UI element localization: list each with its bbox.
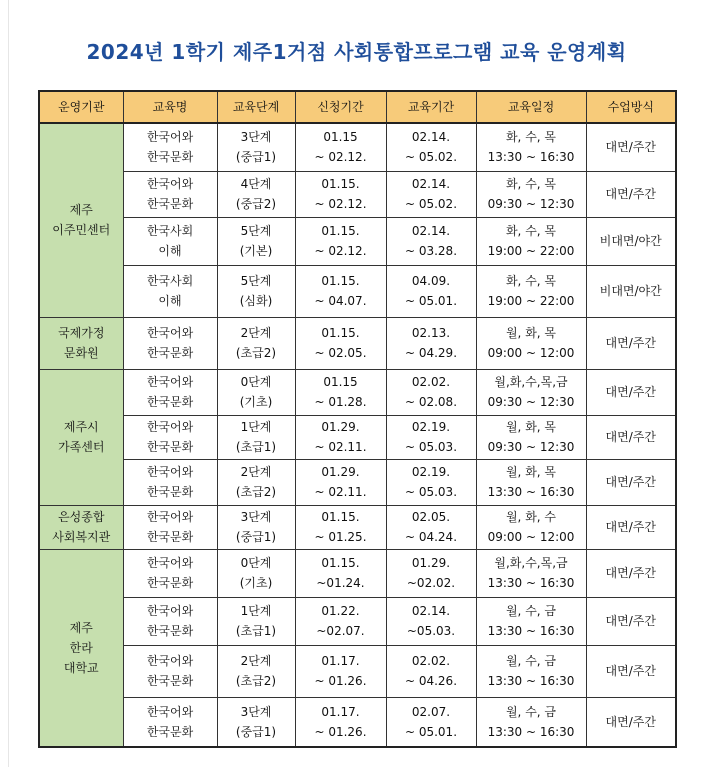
schedule-cell-line: 13:30 ~ 16:30 <box>487 724 575 739</box>
course-cell-line: 한국문화 <box>146 197 194 211</box>
level-cell-line: 3단계 <box>240 510 272 524</box>
level-cell-line: (중급1) <box>235 150 277 165</box>
org-cell-line: 사회복지관 <box>52 530 111 544</box>
table-row <box>39 697 676 747</box>
course-cell-line: 한국문화 <box>146 440 194 454</box>
level-cell-line: (심화) <box>239 294 273 308</box>
apply-cell-line: 01.15. <box>321 556 360 570</box>
org-cell <box>39 369 123 505</box>
course-cell-line: 한국어와 <box>146 326 194 340</box>
method-cell: 대면/주간 <box>586 317 676 369</box>
schedule-cell-line: 화, 수, 목 <box>505 274 557 288</box>
apply-cell <box>295 265 386 317</box>
period-cell-line: 02.14. <box>411 177 451 191</box>
method-cell: 대면/주간 <box>586 459 676 505</box>
method-cell: 대면/주간 <box>586 645 676 697</box>
level-cell-line: 3단계 <box>240 704 272 719</box>
level-cell <box>217 459 295 505</box>
header-schedule: 교육일정 <box>476 91 586 123</box>
schedule-cell <box>476 459 586 505</box>
level-cell-line: (기초) <box>239 395 273 409</box>
apply-cell <box>295 317 386 369</box>
level-cell-line: 1단계 <box>240 420 272 434</box>
period-cell-line: ~ 03.28. <box>404 244 458 258</box>
table-row <box>39 505 676 549</box>
schedule-cell-line: 월, 수, 금 <box>505 654 557 668</box>
period-cell <box>386 217 476 265</box>
apply-cell-line: ~01.24. <box>316 576 365 590</box>
schedule-cell <box>476 123 586 171</box>
course-cell <box>123 459 217 505</box>
method-cell: 대면/주간 <box>586 123 676 171</box>
level-cell-line: 2단계 <box>240 326 272 340</box>
level-cell <box>217 265 295 317</box>
period-cell-line: 04.09. <box>411 274 451 288</box>
course-cell-line: 한국문화 <box>146 624 194 638</box>
level-cell-line: 4단계 <box>240 177 272 191</box>
apply-cell-line: ~ 01.28. <box>314 395 367 409</box>
period-cell-line: 01.29. <box>411 556 451 570</box>
org-cell-line: 대학교 <box>63 660 99 675</box>
schedule-cell-line: 19:00 ~ 22:00 <box>487 294 575 308</box>
level-cell <box>217 415 295 459</box>
level-cell-line: (중급1) <box>235 724 277 739</box>
course-cell <box>123 369 217 415</box>
level-cell <box>217 697 295 747</box>
method-cell: 비대면/야간 <box>586 265 676 317</box>
org-cell-line: 가족센터 <box>58 440 105 454</box>
period-cell-line: ~ 02.08. <box>404 395 458 409</box>
table-row <box>39 597 676 645</box>
schedule-cell-line: 19:00 ~ 22:00 <box>487 244 575 258</box>
course-cell-line: 한국문화 <box>146 674 194 688</box>
period-cell-line: ~ 05.02. <box>404 150 458 165</box>
course-cell <box>123 697 217 747</box>
course-cell-line: 한국문화 <box>146 395 194 409</box>
course-cell <box>123 171 217 217</box>
level-cell-line: 5단계 <box>240 274 272 288</box>
schedule-cell-line: 월, 화, 목 <box>505 420 557 434</box>
table-row <box>39 217 676 265</box>
apply-cell-line: ~ 02.12. <box>314 244 367 258</box>
period-cell-line: 02.14. <box>411 130 451 145</box>
method-cell: 비대면/야간 <box>586 217 676 265</box>
course-cell-line: 한국어와 <box>146 420 194 434</box>
level-cell-line: 2단계 <box>240 465 272 479</box>
period-cell-line: ~ 05.01. <box>404 294 458 308</box>
period-cell <box>386 415 476 459</box>
level-cell <box>217 369 295 415</box>
period-cell-line: 02.02. <box>411 375 451 389</box>
course-cell-line: 한국어와 <box>146 130 194 145</box>
course-cell-line: 이해 <box>158 244 182 258</box>
period-cell <box>386 171 476 217</box>
course-cell-line: 한국어와 <box>146 375 194 389</box>
course-cell <box>123 317 217 369</box>
table-row <box>39 645 676 697</box>
table-row <box>39 123 676 171</box>
org-cell-line: 한라 <box>69 640 93 655</box>
org-cell-line: 문화원 <box>63 346 99 360</box>
schedule-cell-line: 09:30 ~ 12:30 <box>487 395 575 409</box>
apply-cell <box>295 549 386 597</box>
schedule-cell <box>476 217 586 265</box>
period-cell <box>386 597 476 645</box>
org-cell-line: 은성종합 <box>58 510 105 524</box>
org-cell-line: 제주 <box>69 203 93 218</box>
course-cell-line: 한국어와 <box>146 510 194 524</box>
method-cell: 대면/주간 <box>586 597 676 645</box>
course-cell-line: 한국문화 <box>146 485 194 499</box>
apply-cell <box>295 505 386 549</box>
table-row <box>39 171 676 217</box>
course-cell <box>123 415 217 459</box>
apply-cell <box>295 123 386 171</box>
header-row <box>39 91 676 123</box>
apply-cell <box>295 697 386 747</box>
page-margin-line <box>8 0 9 767</box>
period-cell-line: ~ 04.26. <box>404 674 458 688</box>
period-cell-line: ~05.03. <box>406 624 456 638</box>
schedule-cell <box>476 265 586 317</box>
period-cell <box>386 265 476 317</box>
schedule-cell <box>476 415 586 459</box>
period-cell <box>386 369 476 415</box>
schedule-cell-line: 09:30 ~ 12:30 <box>487 440 575 454</box>
period-cell <box>386 697 476 747</box>
period-cell-line: ~ 04.24. <box>404 530 458 544</box>
apply-cell-line: 01.29. <box>321 465 360 479</box>
apply-cell-line: 01.15. <box>321 510 360 524</box>
course-cell <box>123 597 217 645</box>
level-cell-line: 0단계 <box>240 556 272 570</box>
schedule-cell-line: 월, 수, 금 <box>505 604 557 618</box>
schedule-cell-line: 화, 수, 목 <box>505 224 557 238</box>
schedule-cell <box>476 171 586 217</box>
course-cell-line: 한국문화 <box>146 530 194 544</box>
apply-cell <box>295 597 386 645</box>
period-cell-line: ~02.02. <box>406 576 456 590</box>
apply-cell-line: ~ 02.05. <box>314 346 367 360</box>
period-cell-line: ~ 05.03. <box>404 485 458 499</box>
schedule-cell <box>476 369 586 415</box>
method-cell: 대면/주간 <box>586 369 676 415</box>
course-cell <box>123 265 217 317</box>
apply-cell-line: 01.17. <box>321 654 360 668</box>
method-cell: 대면/주간 <box>586 549 676 597</box>
apply-cell <box>295 171 386 217</box>
table-row <box>39 317 676 369</box>
apply-cell-line: ~02.07. <box>316 624 365 638</box>
period-cell <box>386 317 476 369</box>
course-cell-line: 한국사회 <box>146 274 194 288</box>
apply-cell-line: ~ 01.25. <box>314 530 367 544</box>
level-cell <box>217 505 295 549</box>
period-cell-line: 02.07. <box>411 704 451 719</box>
schedule-cell-line: 13:30 ~ 16:30 <box>487 576 575 590</box>
schedule-cell <box>476 597 586 645</box>
schedule-cell <box>476 505 586 549</box>
plan-table <box>38 90 677 748</box>
course-cell-line: 한국어와 <box>146 704 194 719</box>
period-cell <box>386 645 476 697</box>
schedule-cell-line: 월,화,수,목,금 <box>494 375 568 389</box>
header-org: 운영기관 <box>39 91 123 123</box>
org-cell-line: 국제가정 <box>58 326 105 340</box>
course-cell <box>123 123 217 171</box>
level-cell-line: 1단계 <box>240 604 272 618</box>
level-cell <box>217 171 295 217</box>
level-cell-line: (기본) <box>239 244 273 258</box>
level-cell-line: (기초) <box>239 576 273 590</box>
schedule-cell-line: 월, 화, 목 <box>505 465 557 479</box>
level-cell-line: 0단계 <box>240 375 272 389</box>
course-cell <box>123 505 217 549</box>
apply-cell <box>295 459 386 505</box>
apply-cell <box>295 217 386 265</box>
period-cell-line: 02.19. <box>411 420 451 434</box>
level-cell-line: 5단계 <box>240 224 272 238</box>
table-row <box>39 265 676 317</box>
apply-cell-line: 01.15. <box>321 224 360 238</box>
table-row <box>39 549 676 597</box>
level-cell <box>217 123 295 171</box>
level-cell-line: (초급1) <box>235 440 277 454</box>
schedule-cell-line: 13:30 ~ 16:30 <box>487 674 575 688</box>
document-title: 2024년 1학기 제주1거점 사회통합프로그램 교육 운영계획 <box>86 40 627 64</box>
apply-cell-line: 01.15 <box>323 130 358 145</box>
level-cell-line: (중급1) <box>235 530 277 544</box>
course-cell <box>123 549 217 597</box>
header-level: 교육단계 <box>217 91 295 123</box>
table-row <box>39 459 676 505</box>
level-cell-line: (초급2) <box>235 346 277 360</box>
apply-cell-line: ~ 02.12. <box>314 197 367 211</box>
method-cell: 대면/주간 <box>586 505 676 549</box>
schedule-cell <box>476 645 586 697</box>
level-cell-line: (초급2) <box>235 674 277 688</box>
apply-cell-line: ~ 02.11. <box>314 485 367 499</box>
apply-cell-line: 01.15. <box>321 177 360 191</box>
level-cell-line: (초급1) <box>235 624 277 638</box>
schedule-cell-line: 09:30 ~ 12:30 <box>487 197 575 211</box>
apply-cell-line: ~ 02.12. <box>314 150 367 165</box>
period-cell-line: 02.14. <box>411 224 451 238</box>
apply-cell-line: ~ 02.11. <box>314 440 367 454</box>
schedule-cell <box>476 317 586 369</box>
org-cell <box>39 123 123 317</box>
schedule-cell-line: 13:30 ~ 16:30 <box>487 150 575 165</box>
schedule-cell-line: 13:30 ~ 16:30 <box>487 485 575 499</box>
table-body <box>39 123 676 747</box>
apply-cell-line: 01.15 <box>323 375 358 389</box>
method-cell: 대면/주간 <box>586 697 676 747</box>
course-cell-line: 한국어와 <box>146 604 194 618</box>
table-row <box>39 369 676 415</box>
period-cell-line: ~ 04.29. <box>404 346 458 360</box>
apply-cell-line: ~ 01.26. <box>314 674 367 688</box>
schedule-cell-line: 13:30 ~ 16:30 <box>487 624 575 638</box>
course-cell-line: 한국문화 <box>146 346 194 360</box>
org-cell-line: 제주시 <box>63 420 99 434</box>
period-cell-line: 02.05. <box>411 510 451 524</box>
period-cell-line: ~ 05.01. <box>404 724 458 739</box>
period-cell-line: 02.19. <box>411 465 451 479</box>
level-cell <box>217 549 295 597</box>
course-cell-line: 한국사회 <box>146 224 194 238</box>
period-cell <box>386 459 476 505</box>
level-cell <box>217 217 295 265</box>
schedule-cell-line: 월, 화, 수 <box>505 510 557 524</box>
table-row <box>39 415 676 459</box>
course-cell-line: 한국문화 <box>146 724 194 739</box>
header-method: 수업방식 <box>586 91 676 123</box>
level-cell <box>217 597 295 645</box>
course-cell-line: 한국어와 <box>146 556 194 570</box>
method-cell: 대면/주간 <box>586 415 676 459</box>
header-apply: 신청기간 <box>295 91 386 123</box>
org-cell <box>39 505 123 549</box>
schedule-cell-line: 화, 수, 목 <box>505 130 557 145</box>
apply-cell-line: ~ 01.26. <box>314 724 367 739</box>
level-cell-line: 3단계 <box>240 130 272 145</box>
header-period: 교육기간 <box>386 91 476 123</box>
course-cell-line: 한국어와 <box>146 465 194 479</box>
apply-cell-line: ~ 04.07. <box>314 294 367 308</box>
period-cell-line: ~ 05.02. <box>404 197 458 211</box>
apply-cell <box>295 415 386 459</box>
schedule-cell-line: 09:00 ~ 12:00 <box>487 530 575 544</box>
level-cell <box>217 317 295 369</box>
level-cell-line: (초급2) <box>235 485 277 499</box>
level-cell-line: 2단계 <box>240 654 272 668</box>
period-cell-line: 02.14. <box>411 604 451 618</box>
course-cell <box>123 645 217 697</box>
level-cell-line: (중급2) <box>235 197 277 211</box>
schedule-cell-line: 화, 수, 목 <box>505 177 557 191</box>
period-cell-line: 02.02. <box>411 654 451 668</box>
apply-cell <box>295 645 386 697</box>
apply-cell-line: 01.15. <box>321 326 360 340</box>
period-cell <box>386 505 476 549</box>
apply-cell-line: 01.29. <box>321 420 360 434</box>
period-cell <box>386 123 476 171</box>
period-cell-line: 02.13. <box>411 326 451 340</box>
apply-cell <box>295 369 386 415</box>
course-cell-line: 한국어와 <box>146 177 194 191</box>
schedule-cell-line: 월, 화, 목 <box>505 326 557 340</box>
org-cell-line: 이주민센터 <box>52 223 111 238</box>
level-cell <box>217 645 295 697</box>
schedule-cell-line: 09:00 ~ 12:00 <box>487 346 575 360</box>
period-cell <box>386 549 476 597</box>
apply-cell-line: 01.15. <box>321 274 360 288</box>
schedule-cell <box>476 697 586 747</box>
schedule-cell <box>476 549 586 597</box>
schedule-cell-line: 월, 수, 금 <box>505 704 557 719</box>
course-cell-line: 한국문화 <box>146 150 194 165</box>
course-cell-line: 한국문화 <box>146 576 194 590</box>
period-cell-line: ~ 05.03. <box>404 440 458 454</box>
schedule-cell-line: 월,화,수,목,금 <box>494 556 568 570</box>
course-cell-line: 이해 <box>158 294 182 308</box>
method-cell: 대면/주간 <box>586 171 676 217</box>
course-cell <box>123 217 217 265</box>
org-cell <box>39 317 123 369</box>
org-cell-line: 제주 <box>69 620 93 635</box>
course-cell-line: 한국어와 <box>146 654 194 668</box>
apply-cell-line: 01.22. <box>321 604 360 618</box>
apply-cell-line: 01.17. <box>321 704 360 719</box>
header-course: 교육명 <box>123 91 217 123</box>
org-cell <box>39 549 123 747</box>
